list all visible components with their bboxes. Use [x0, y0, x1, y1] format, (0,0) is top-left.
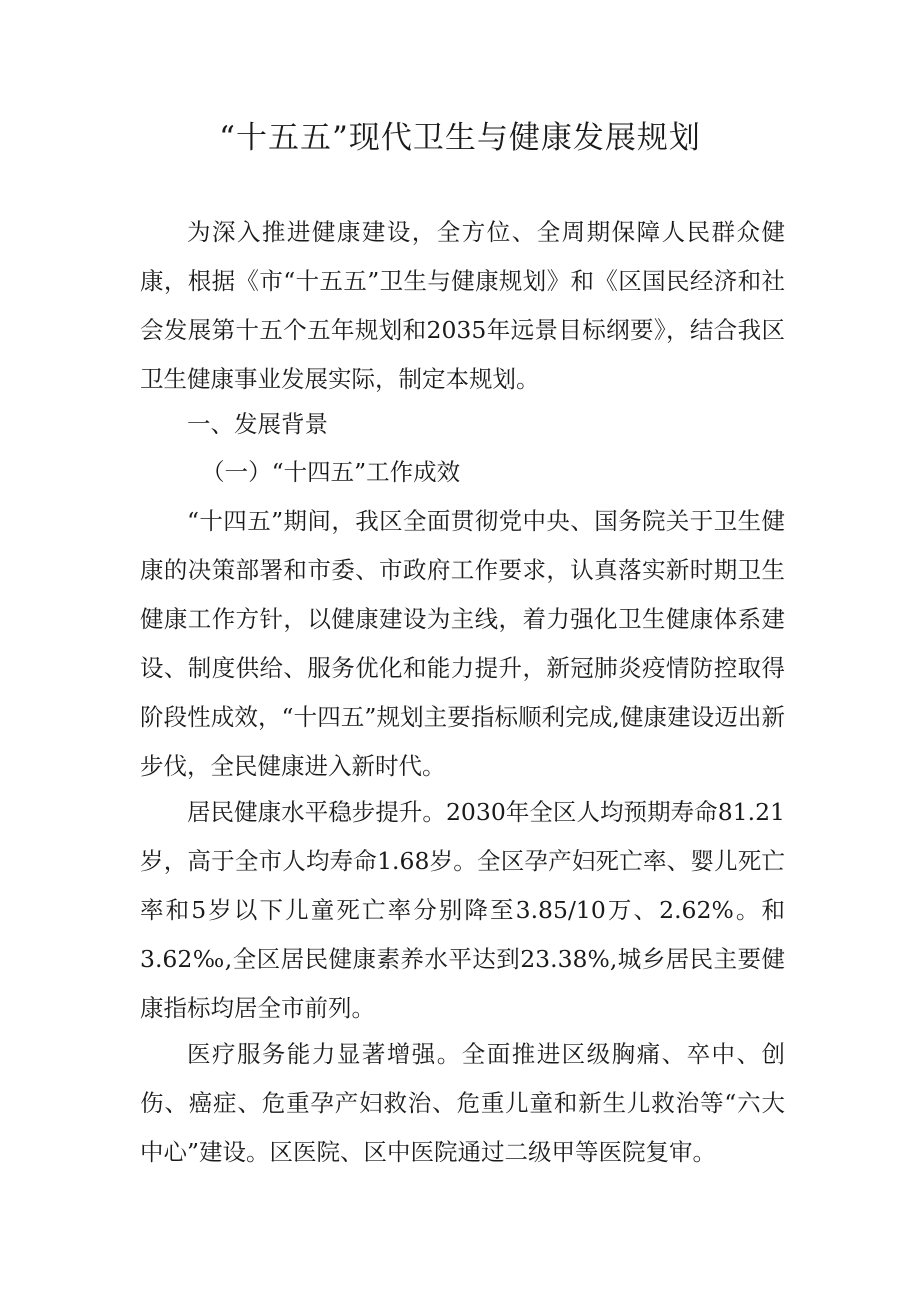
health-level-paragraph: 居民健康水平稳步提升。2030年全区人均预期寿命81.21岁，高于全市人均寿命1.68岁。全区孕产妇死亡率、婴儿死亡率和5岁以下儿童死亡率分别降至3.85/10万、2.62%。和3.62‰,全区居民健康素养水平达到23.38%,城乡居民主要健康指标均居全市前列。 — [140, 798, 785, 1022]
document-title: “十五五”现代卫生与健康发展规划 — [219, 120, 701, 156]
intro-paragraph: 为深入推进健康建设，全方位、全周期保障人民群众健康，根据《市“十五五”卫生与健康规划》和《区国民经济和社会发展第十五个五年规划和2035年远景目标纲要》，结合我区卫生健康事业发展实际，制定本规划。 — [140, 218, 785, 393]
subsection-heading: （一）“十四五”工作成效 — [201, 458, 461, 486]
medical-services-paragraph: 医疗服务能力显著增强。全面推进区级胸痛、卒中、创伤、癌症、危重孕产妇救治、危重儿童和新生儿救治等“六大中心”建设。区医院、区中医院通过二级甲等医院复审。 — [140, 1040, 785, 1166]
achievements-paragraph: “十四五”期间，我区全面贯彻党中央、国务院关于卫生健康的决策部署和市委、市政府工作要求，认真落实新时期卫生健康工作方针，以健康建设为主线，着力强化卫生健康体系建设、制度供给、服务优化和能力提升，新冠肺炎疫情防控取得阶段性成效，“十四五”规划主要指标顺利完成,健康建设迈出新步伐，全民健康进入新时代。 — [140, 507, 785, 780]
section-heading: 一、发展背景 — [187, 410, 328, 438]
